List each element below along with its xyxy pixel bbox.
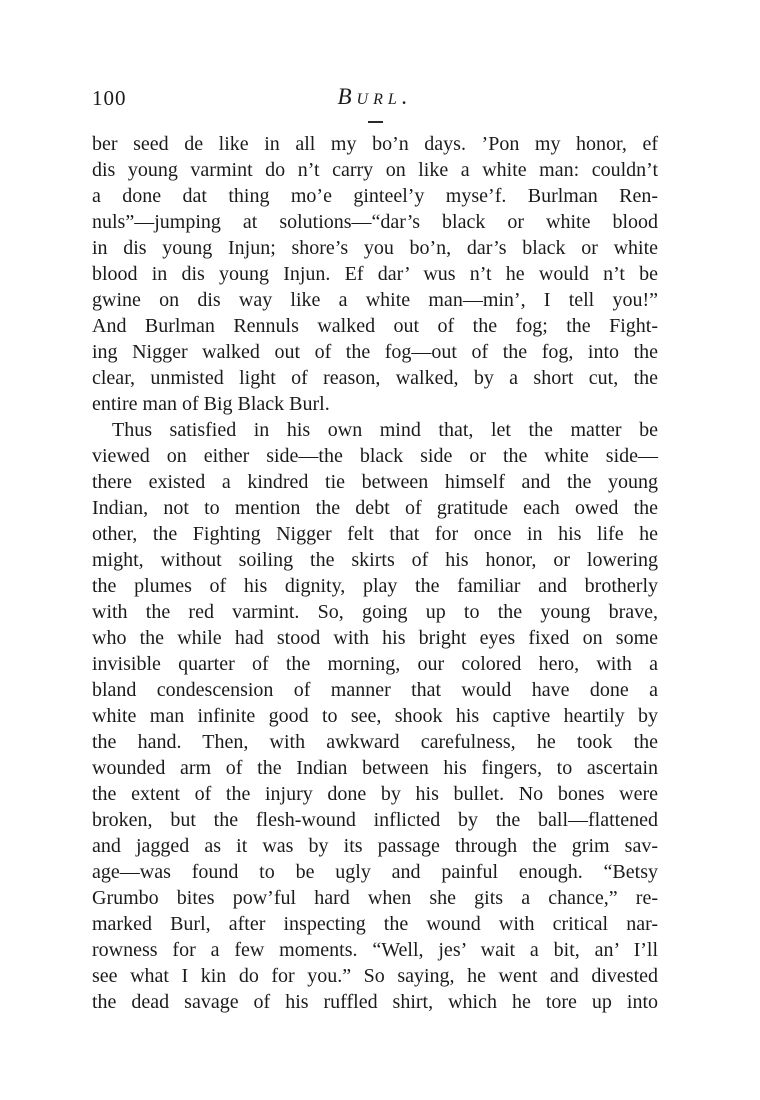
text-line: Indian, not to mention the debt of gratitude each owed the <box>92 497 658 519</box>
text-line: a done dat thing mo’e ginteel’y myse’f. Burlman Ren- <box>92 185 658 207</box>
text-line: rowness for a few moments. “Well, jes’ wait a bit, an’ I’ll <box>92 939 658 961</box>
text-line: who the while had stood with his bright eyes fixed on some <box>92 627 658 649</box>
text-line: ing Nigger walked out of the fog—out of the fog, into the <box>92 341 658 363</box>
text-line: there existed a kindred tie between himself and the young <box>92 471 658 493</box>
text-line: the plumes of his dignity, play the familiar and brotherly <box>92 575 658 597</box>
text-line: And Burlman Rennuls walked out of the fog; the Fight- <box>92 315 658 337</box>
page-number: 100 <box>92 86 127 110</box>
text-line: blood in dis young Injun. Ef dar’ wus n’t he would n’t be <box>92 263 658 285</box>
title-rule <box>368 121 383 123</box>
page-text <box>92 131 658 1015</box>
paragraph <box>92 417 658 1015</box>
text-line: the hand. Then, with awkward carefulness, he took the <box>92 731 658 753</box>
text-line: wounded arm of the Indian between his fingers, to ascertain <box>92 757 658 779</box>
text-line: the dead savage of his ruffled shirt, which he tore up into <box>92 991 658 1013</box>
text-line: bland condescension of manner that would have done a <box>92 679 658 701</box>
text-line: clear, unmisted light of reason, walked, by a short cut, the <box>92 367 658 389</box>
text-line: Thus satisfied in his own mind that, let the matter be <box>112 419 658 441</box>
page-header <box>92 84 658 116</box>
text-line: Grumbo bites pow’ful hard when she gits a chance,” re- <box>92 887 658 909</box>
running-title: Burl. <box>337 84 413 109</box>
text-line: see what I kin do for you.” So saying, he went and divested <box>92 965 658 987</box>
text-line: gwine on dis way like a white man—min’, I tell you!” <box>92 289 658 311</box>
text-line: dis young varmint do n’t carry on like a white man: couldn’t <box>92 159 658 181</box>
text-line: invisible quarter of the morning, our colored hero, with a <box>92 653 658 675</box>
text-line: viewed on either side—the black side or the white side— <box>92 445 658 467</box>
text-line: age—was found to be ugly and painful enough. “Betsy <box>92 861 658 883</box>
text-line: entire man of Big Black Burl. <box>92 393 330 415</box>
text-line: nuls”—jumping at solutions—“dar’s black or white blood <box>92 211 658 233</box>
text-line: white man infinite good to see, shook his captive heartily by <box>92 705 658 727</box>
text-line: marked Burl, after inspecting the wound with critical nar- <box>92 913 658 935</box>
text-line: the extent of the injury done by his bullet. No bones were <box>92 783 658 805</box>
text-line: broken, but the flesh-wound inflicted by the ball—flattened <box>92 809 658 831</box>
text-line: with the red varmint. So, going up to the young brave, <box>92 601 658 623</box>
text-line: might, without soiling the skirts of his honor, or lowering <box>92 549 658 571</box>
text-line: other, the Fighting Nigger felt that for once in his life he <box>92 523 658 545</box>
text-line: in dis young Injun; shore’s you bo’n, dar’s black or white <box>92 237 658 259</box>
paragraph <box>92 131 658 417</box>
text-line: and jagged as it was by its passage through the grim sav- <box>92 835 658 857</box>
text-line: ber seed de like in all my bo’n days. ’Pon my honor, ef <box>92 133 658 155</box>
